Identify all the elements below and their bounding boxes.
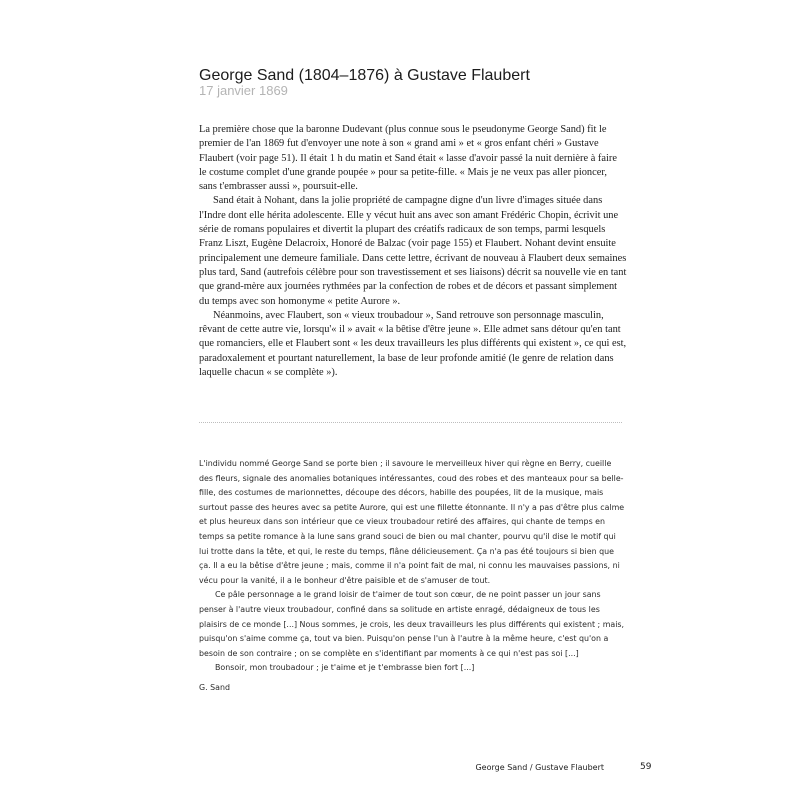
letter-signature: G. Sand [199, 683, 230, 692]
running-head: George Sand / Gustave Flaubert [475, 763, 604, 772]
page-number: 59 [640, 762, 652, 772]
letter-paragraph: L'individu nommé George Sand se porte bien ; il savoure le merveilleux hiver qui règne en Berry, cueille des fleurs, signale des anomalies botaniques intéressantes, coud des robes et des manteaux pour sa belle-fille, des costumes de marionnettes, découpe des décors, habille des poupées, lit de la musique, mais surtout passe des heures avec sa petite Aurore, qui est une fillette étonnante. Il n'y a pas d'être plus calme et plus heureux dans son intérieur que ce vieux troubadour retiré des affaires, qui chante de temps en temps sa petite romance à la lune sans grand souci de bien ou mal chanter, pourvu qu'il dise le motif qui lui trotte dans la tête, et qui, le reste du temps, flâne délicieusement. Ça n'a pas été toujours si bien que ça. Il a eu la bêtise d'être jeune ; mais, comme il n'a point fait de mal, ni connu les mauvaises passions, ni vécu pour la vanité, il a le bonheur d'être paisible et de s'amuser de tout. [199, 459, 625, 585]
section-divider [199, 422, 622, 423]
intro-paragraph: La première chose que la baronne Dudevant (plus connue sous le pseudonyme George Sand) fit le premier de l'an 1869 fut d'envoyer une note à son « grand ami » et « gros enfant chéri » Gustave Flaubert (voir page 51). Il était 1 h du matin et Sand était « lasse d'avoir passé la nuit dernière à faire le costume complet d'une grande poupée » pour sa petite-fille. « Mais je ne veux pas aller pioncer, sans t'embrasser aussi », poursuit-elle. [199, 124, 617, 193]
letter-paragraph: Bonsoir, mon troubadour ; je t'aime et je t'embrasse bien fort [...] [215, 663, 475, 673]
intro-paragraph: Néanmoins, avec Flaubert, son « vieux troubadour », Sand retrouve son personnage masculin, rêvant de cette autre vie, lorsqu'« il » avait « la bêtise d'être jeune ». Elle admet sans détour qu'en tant que romanciers, elle et Flaubert sont « les deux travailleurs les plus différents qui existent », ce qui est, paradoxalement et pourtant naturellement, la base de leur profonde amitié (le genre de relation dans laquelle chacun « se complète »). [199, 309, 627, 379]
letter-date: 17 janvier 1869 [199, 83, 288, 98]
letter-body [199, 457, 627, 676]
letter-title: George Sand (1804–1876) à Gustave Flaubert [199, 67, 530, 84]
letter-paragraph: Ce pâle personnage a le grand loisir de t'aimer de tout son cœur, de ne point passer un jour sans penser à l'autre vieux troubadour, confiné dans sa solitude en artiste enragé, dédaigneux de tous les plaisirs de ce monde [...] Nous sommes, je crois, les deux travailleurs les plus différents qui existent ; mais, puisqu'on s'aime comme ça, tout va bien. Puisqu'on pense l'un à l'autre à la même heure, c'est qu'on a besoin de son contraire ; on se complète en s'identifiant par moments à ce qui n'est pas soi [...] [199, 590, 625, 658]
intro-paragraph: Sand était à Nohant, dans la jolie propriété de campagne digne d'un livre d'images située dans l'Indre dont elle hérita adolescente. Elle y vécut huit ans avec son amant Frédéric Chopin, écrivit une série de romans populaires et divertit la plupart des créatifs radicaux de son temps, parmi lesquels Franz Liszt, Eugène Delacroix, Honoré de Balzac (voir page 155) et Flaubert. Nohant devint ensuite principalement une demeure familiale. Dans cette lettre, écrivant de nouveau à Flaubert deux semaines plus tard, Sand (autrefois célèbre pour son travestissement et ses liaisons) décrit sa nouvelle vie en tant que grand-mère aux journées rythmées par la confection de robes et de décors et passant simplement du temps avec son homonyme « petite Aurore ». [199, 195, 627, 307]
intro-text [199, 123, 627, 380]
